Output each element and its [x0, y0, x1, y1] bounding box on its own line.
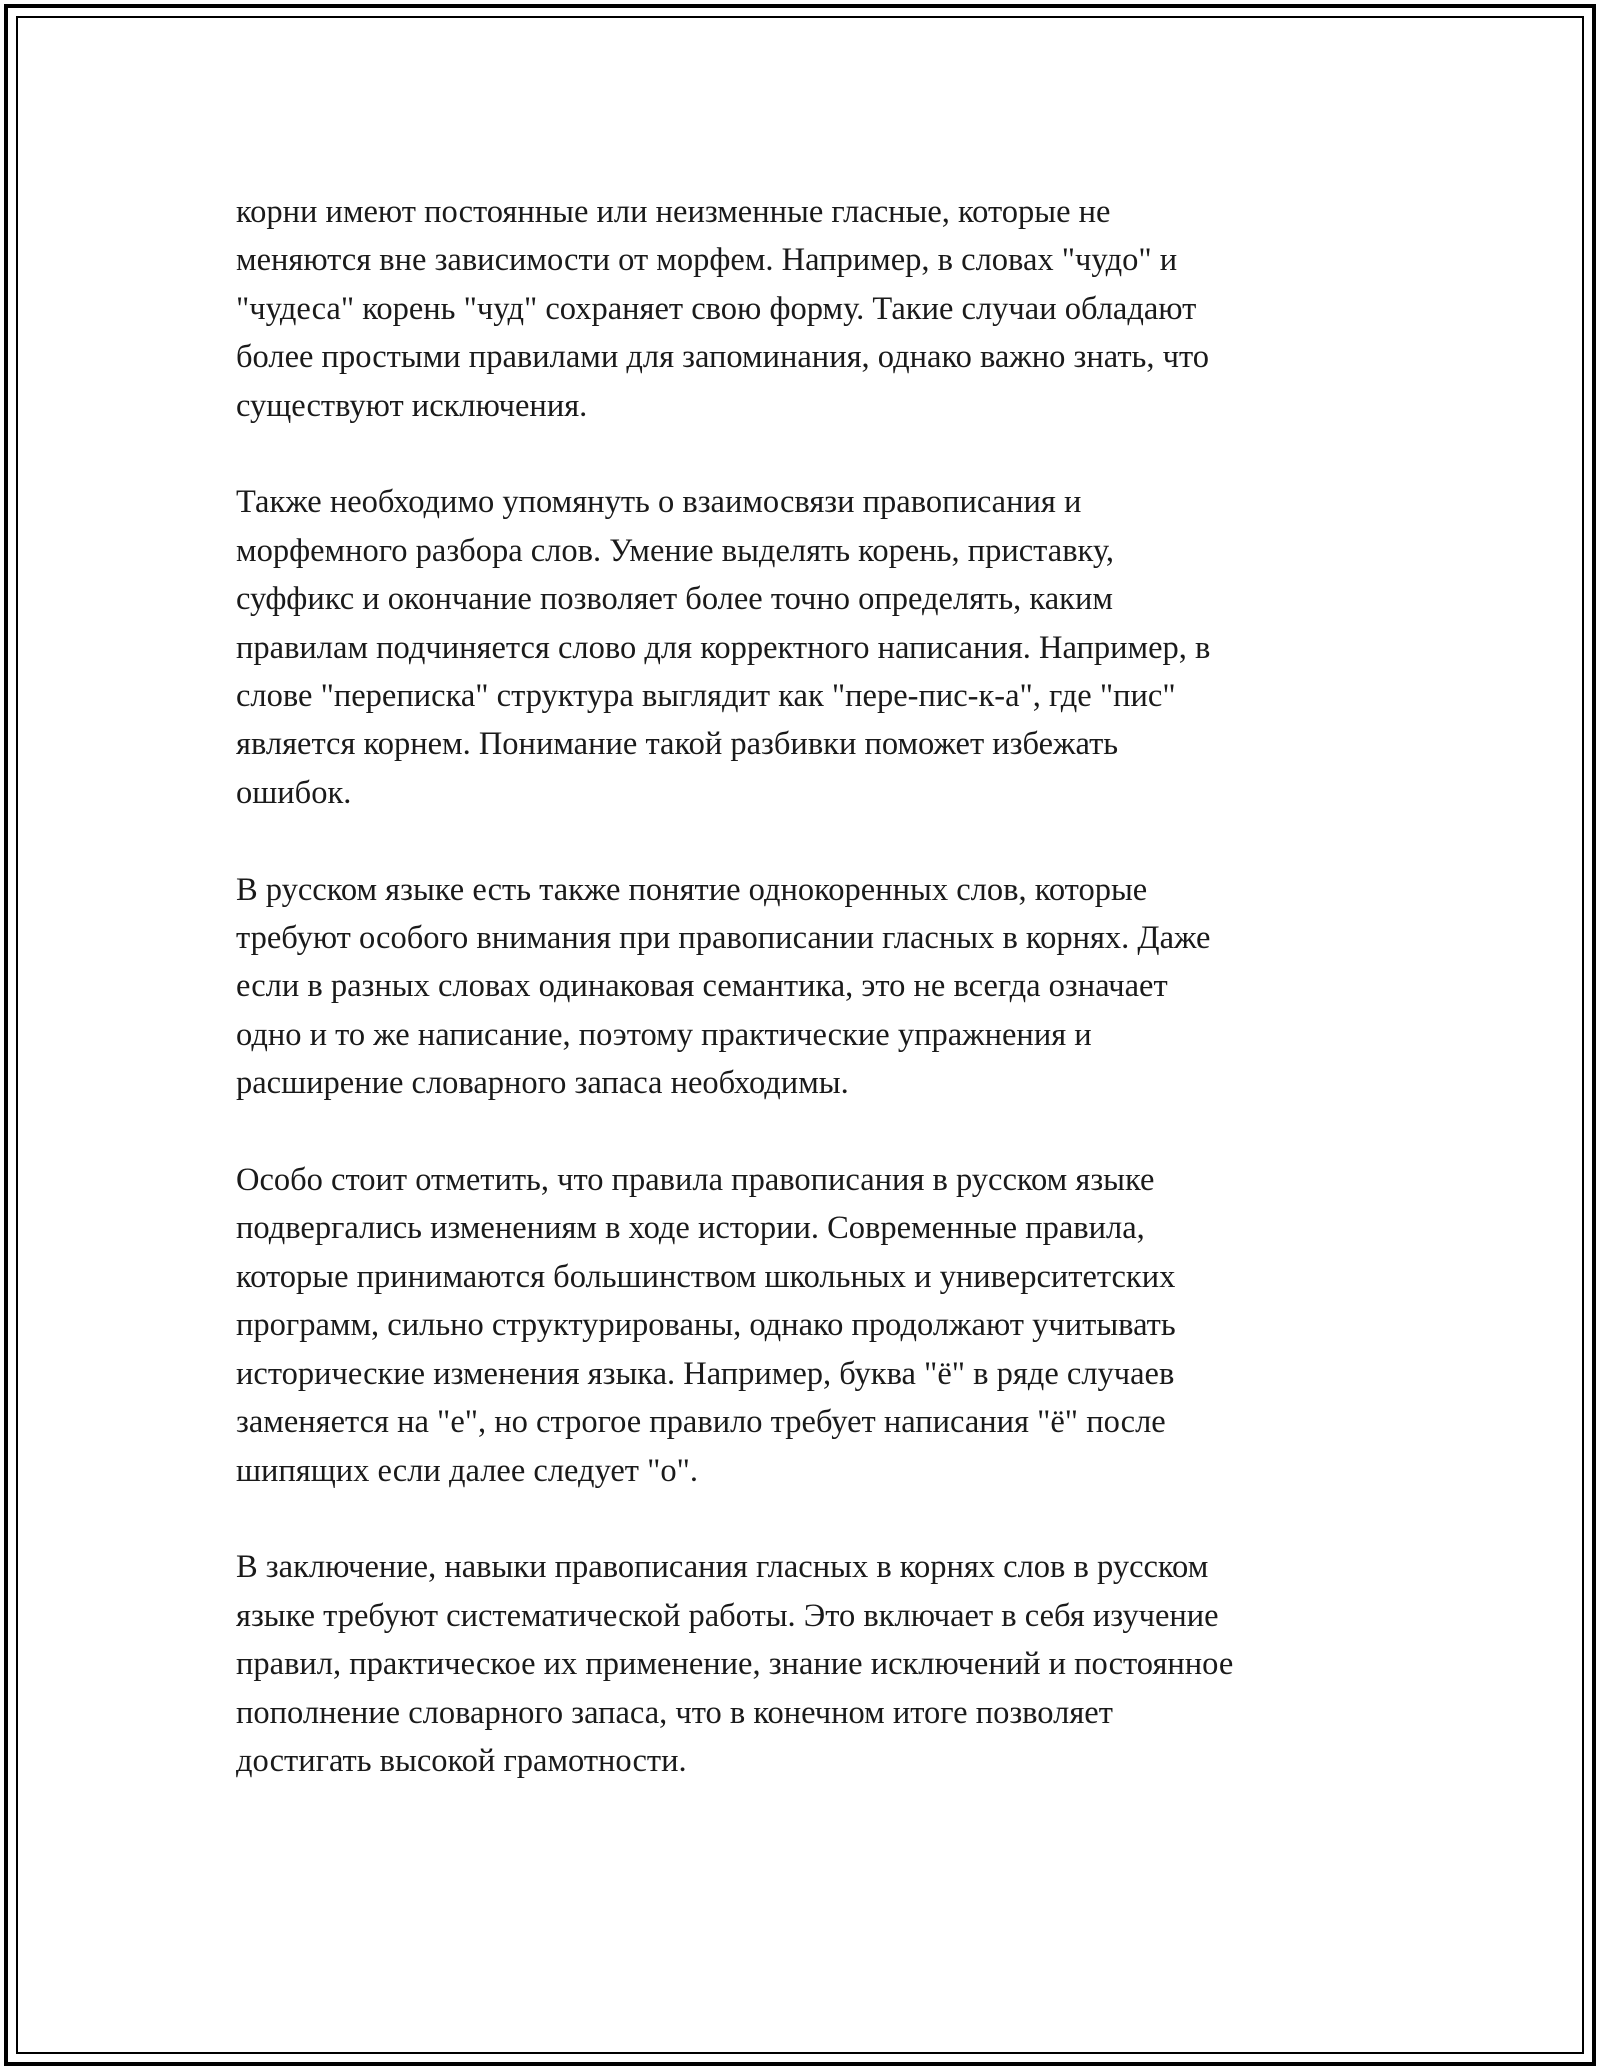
text-line: В заключение, навыки правописания гласных в корнях слов в русском [236, 1549, 1209, 1586]
text-line: шипящих если далее следует "о". [236, 1452, 699, 1489]
text-line: заменяется на "е", но строгое правило требует написания "ё" после [236, 1404, 1166, 1441]
text-line: меняются вне зависимости от морфем. Например, в словах "чудо" и [236, 242, 1178, 279]
text-line: расширение словарного запаса необходимы. [236, 1065, 849, 1102]
text-line: морфемного разбора слов. Умение выделять корень, приставку, [236, 532, 1114, 569]
text-line: пополнение словарного запаса, что в конечном итоге позволяет [236, 1694, 1113, 1731]
text-line: более простыми правилами для запоминания, однако важно знать, что [236, 339, 1209, 376]
text-line: которые принимаются большинством школьных и университетских [236, 1258, 1176, 1295]
text-line: ошибок. [236, 774, 352, 811]
text-line: правил, практическое их применение, знание исключений и постоянное [236, 1646, 1234, 1683]
text-line: достигать высокой грамотности. [236, 1742, 687, 1779]
text-line: языке требуют систематической работы. Это включает в себя изучение [236, 1597, 1219, 1634]
text-line: является корнем. Понимание такой разбивки поможет избежать [236, 726, 1119, 763]
paragraph-5 [236, 1543, 1376, 1785]
text-line: если в разных словах одинаковая семантика, это не всегда означает [236, 968, 1168, 1005]
text-line: "чудеса" корень "чуд" сохраняет свою форму. Такие случаи обладают [236, 290, 1197, 327]
document-body [236, 188, 1376, 1834]
text-line: исторические изменения языка. Например, буква "ё" в ряде случаев [236, 1355, 1175, 1392]
paragraph-4 [236, 1156, 1376, 1495]
text-line: суффикс и окончание позволяет более точно определять, каким [236, 581, 1113, 618]
text-line: корни имеют постоянные или неизменные гласные, которые не [236, 194, 1111, 230]
paragraph-3 [236, 866, 1376, 1108]
text-line: программ, сильно структурированы, однако продолжают учитывать [236, 1307, 1176, 1344]
text-line: правилам подчиняется слово для корректного написания. Например, в [236, 629, 1211, 666]
paragraph-2 [236, 478, 1376, 817]
text-line: слове "переписка" структура выглядит как "пере-пис-к-а", где "пис" [236, 678, 1176, 715]
text-line: существуют исключения. [236, 387, 588, 424]
text-line: подвергались изменениям в ходе истории. Современные правила, [236, 1210, 1145, 1247]
text-line: требуют особого внимания при правописании гласных в корнях. Даже [236, 920, 1211, 957]
text-line: В русском языке есть также понятие однокоренных слов, которые [236, 871, 1148, 908]
paragraph-1 [236, 188, 1376, 430]
text-line: Также необходимо упомянуть о взаимосвязи правописания и [236, 484, 1082, 521]
text-line: Особо стоит отметить, что правила правописания в русском языке [236, 1162, 1155, 1199]
text-line: одно и то же написание, поэтому практические упражнения и [236, 1016, 1092, 1053]
